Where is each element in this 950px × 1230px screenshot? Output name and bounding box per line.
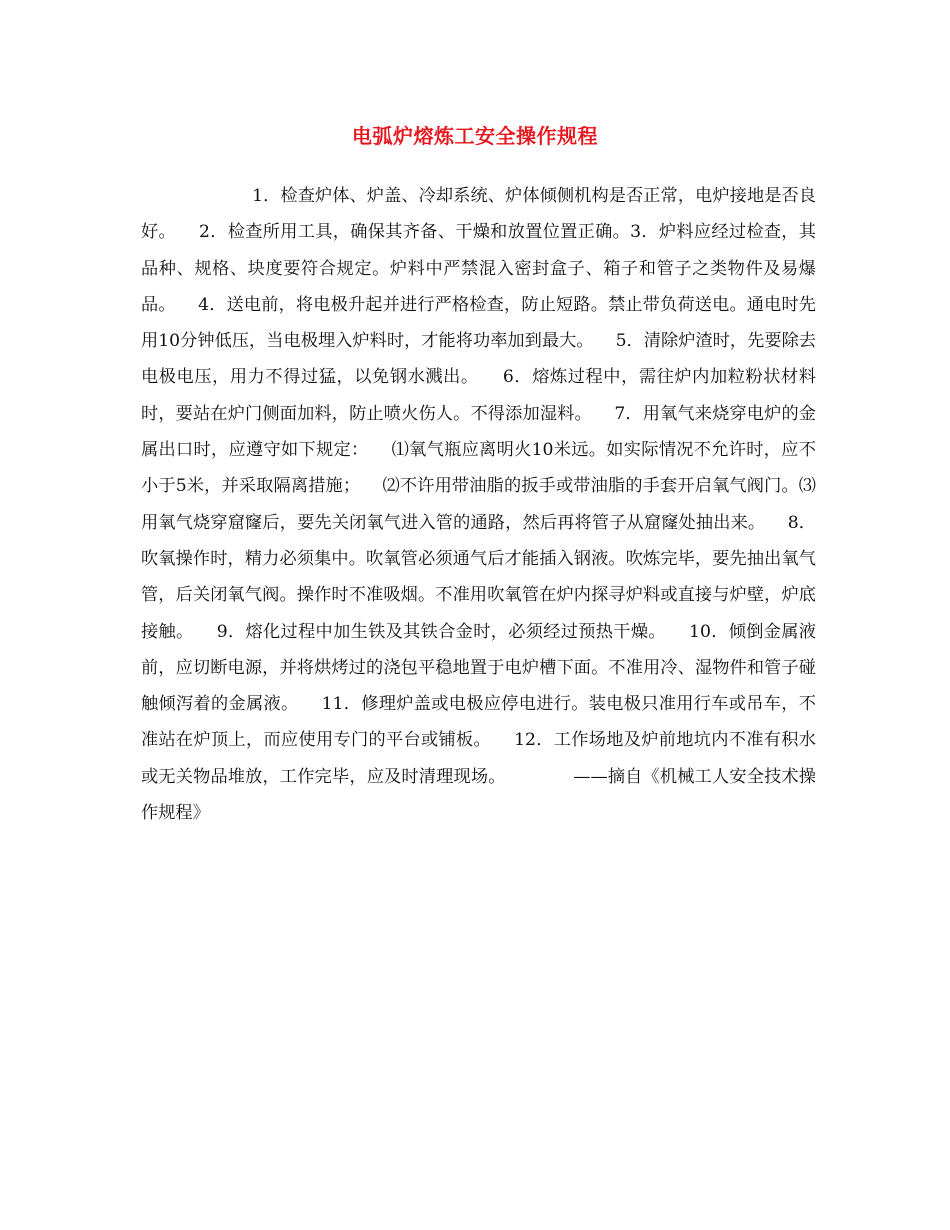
document-body: 1．检查炉体、炉盖、冷却系统、炉体倾侧机构是否正常，电炉接地是否良好。 2．检查所用工具，确保其齐备、干燥和放置位置正确。3．炉料应经过检查，其品种、规格、块度要符合规定。炉料中严禁混入密封盒子、箱子和管子之类物件及易爆品。 4．送电前，将电极升起并进行严格检查，防止短路。禁止带负荷送电。通电时先用10分钟低压，当电极埋入炉料时，才能将功率加到最大。 5．清除炉渣时，先要除去电极电压，用力不得过猛，以免钢水溅出。 6．熔炼过程中，需往炉内加粒粉状材料时，要站在炉门侧面加料，防止喷火伤人。不得添加湿料。 7．用氧气来烧穿电炉的金属出口时，应遵守如下规定： ⑴氧气瓶应离明火10米远。如实际情况不允许时，应不小于5米，并采取隔离措施； ⑵不许用带油脂的扳手或带油脂的手套开启氧气阀门。⑶用氧气烧穿窟窿后，要先关闭氧气进入管的通路，然后再将管子从窟窿处抽出来。 8．吹氧操作时，精力必须集中。吹氧管必须通气后才能插入钢液。吹炼完毕，要先抽出氧气管，后关闭氧气阀。操作时不准吸烟。不准用吹氧管在炉内探寻炉料或直接与炉壁，炉底接触。 9．熔化过程中加生铁及其铁合金时，必须经过预热干燥。 10．倾倒金属液前，应切断电源，并将烘烤过的浇包平稳地置于电炉槽下面。不准用冷、湿物件和管子碰触倾泻着的金属液。 11．修理炉盖或电极应停电进行。装电极只准用行车或吊车，不准站在炉顶上，而应使用专门的平台或铺板。 12．工作场地及炉前地坑内不准有积水或无关物品堆放，工作完毕，应及时清理现场。 ——摘自《机械工人安全技术操作规程》 (141, 186, 816, 824)
page-title: 电弧炉熔炼工安全操作规程 (352, 124, 598, 148)
